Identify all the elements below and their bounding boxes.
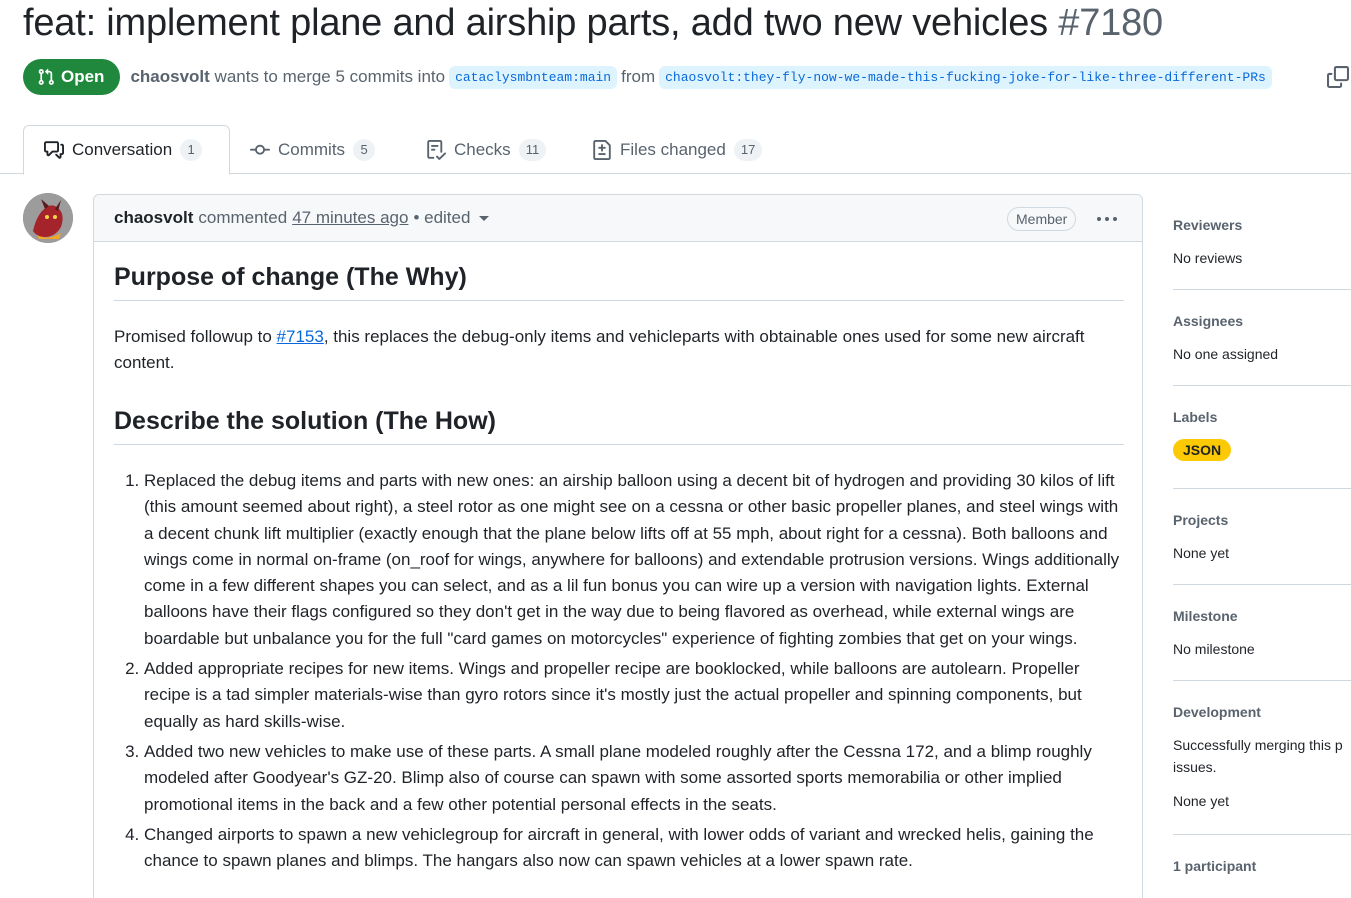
- avatar[interactable]: [23, 193, 73, 243]
- list-item: 4. Changed airports to spawn a new vehiclegroup for aircraft in general, with lower odds of variant and wrecked helis, gaining the chance to spawn planes and blimps. The hangars also now can spawn vehicles at a lower spawn rate.: [144, 822, 1124, 875]
- comment-box: [93, 194, 1143, 898]
- merge-text: wants to merge 5 commits into: [214, 67, 446, 86]
- kebab-menu-icon[interactable]: [1095, 209, 1119, 229]
- issue-link[interactable]: #7153: [276, 327, 324, 346]
- sidebar-divider: [1173, 834, 1351, 835]
- labels-heading[interactable]: Labels: [1173, 409, 1218, 425]
- list-item: 1. Replaced the debug items and parts with new ones: an airship balloon using a decent bit of hydrogen and providing 30 kilos of lift (this amount seemed about right), a steel rotor as one might see on a cessna or other basic propeller planes, and steel wings with a decent chunk lift multiplier (exactly enough that the plane below lifts off at 55 mph, about right for a cessna). Both balloons and wings come in normal on-frame (on_roof for wings, anywhere for balloons) and extendable protrusion versions. Wings additionally come in a few different shapes you can select, and as a lil fun bonus you can wire up a version with navigation lights. External balloons have their flags configured so they don't get in the way due to being flavored as overhead, while external wings are boardable but unbalance you for the full "card games on motorcycles" experience of fighting zombies that get on your wings.: [144, 468, 1124, 652]
- pr-state-row: [23, 59, 1276, 95]
- git-commit-icon: [250, 140, 270, 160]
- dragon-avatar-icon: [23, 193, 73, 243]
- development-value: None yet: [1173, 793, 1230, 809]
- comment-discussion-icon: [44, 140, 64, 160]
- pr-number: #7180: [1058, 2, 1163, 44]
- tab-checks-count: 11: [519, 139, 547, 161]
- purpose-text-before: Promised followup to: [114, 327, 277, 346]
- copy-icon[interactable]: [1327, 66, 1349, 88]
- milestone-value: No milestone: [1173, 641, 1255, 657]
- reviewers-heading[interactable]: Reviewers: [1173, 217, 1243, 233]
- pr-author-link[interactable]: chaosvolt: [130, 67, 210, 86]
- member-badge: Member: [1007, 207, 1076, 231]
- git-pull-request-icon: [37, 68, 55, 86]
- tab-files-changed-label: Files changed: [620, 139, 726, 159]
- tab-checks[interactable]: [426, 125, 546, 174]
- list-item: 3. Added two new vehicles to make use of these parts. A small plane modeled roughly after the Cessna 172, and a blimp roughly modeled after Goodyear's GZ-20. Blimp also of course can spawn with some assorted sports memorabilia or other implied promotional items in the back and a few other potential personal effects in the seats.: [144, 739, 1124, 818]
- assignees-heading[interactable]: Assignees: [1173, 313, 1244, 329]
- checklist-icon: [426, 140, 446, 160]
- list-item: 2. Added appropriate recipes for new items. Wings and propeller recipe are booklocked, while balloons are autolearn. Propeller recipe is a tad simpler materials-wise than gyro rotors since it's mostly just the actual propeller and spinning components, but equally as hard skills-wise.: [144, 656, 1124, 735]
- heading-solution: Describe the solution (The How): [114, 407, 1124, 445]
- comment-header: [94, 195, 1142, 242]
- comment-timestamp[interactable]: 47 minutes ago: [292, 208, 409, 227]
- pr-title: [23, 2, 1163, 45]
- sidebar-labels: [1173, 409, 1351, 461]
- development-text: issues.: [1173, 759, 1217, 775]
- tab-commits-count: 5: [353, 139, 375, 161]
- sidebar-assignees: [1173, 313, 1351, 365]
- sidebar-divider: [1173, 385, 1351, 386]
- comment-edited[interactable]: • edited: [413, 208, 471, 227]
- participants-heading: 1 participant: [1173, 858, 1257, 874]
- pr-state-label: Open: [61, 67, 105, 86]
- tab-conversation[interactable]: [23, 125, 230, 175]
- projects-heading[interactable]: Projects: [1173, 512, 1229, 528]
- tab-commits-label: Commits: [278, 139, 346, 159]
- tab-checks-label: Checks: [454, 139, 511, 159]
- sidebar-development: [1173, 704, 1351, 812]
- base-branch[interactable]: cataclysmbnteam:main: [449, 66, 617, 89]
- pr-title-text: feat: implement plane and airship parts, add two new vehicles: [23, 2, 1048, 44]
- sidebar-participants: [1173, 858, 1351, 888]
- purpose-paragraph: [114, 324, 1124, 376]
- tab-commits[interactable]: [250, 125, 375, 174]
- purpose-text-after: , this replaces the debug-only items and vehicleparts with obtainable ones used for some new aircraft content.: [114, 327, 1085, 372]
- tab-files-changed[interactable]: [592, 125, 762, 174]
- merge-description: [130, 67, 445, 87]
- heading-purpose: Purpose of change (The Why): [114, 263, 1124, 301]
- reviewers-value: No reviews: [1173, 250, 1243, 266]
- milestone-heading[interactable]: Milestone: [1173, 608, 1238, 624]
- tab-files-changed-count: 17: [734, 139, 762, 161]
- comment-author[interactable]: chaosvolt: [114, 208, 194, 227]
- sidebar-milestone: [1173, 608, 1351, 660]
- pr-tabs: [0, 125, 1351, 174]
- from-text: from: [621, 67, 656, 86]
- sidebar-divider: [1173, 680, 1351, 681]
- sidebar-projects: [1173, 512, 1351, 564]
- solution-list: [114, 468, 1124, 878]
- development-heading[interactable]: Development: [1173, 704, 1261, 720]
- chevron-down-icon[interactable]: [479, 216, 489, 221]
- development-text: Successfully merging this p: [1173, 737, 1343, 753]
- sidebar-divider: [1173, 488, 1351, 489]
- label-json[interactable]: JSON: [1173, 439, 1231, 461]
- sidebar: [1173, 200, 1351, 898]
- sidebar-divider: [1173, 584, 1351, 585]
- file-diff-icon: [592, 140, 612, 160]
- head-branch[interactable]: chaosvolt:they-fly-now-we-made-this-fucking-joke-for-like-three-different-PRs: [659, 66, 1272, 89]
- sidebar-divider: [1173, 289, 1351, 290]
- pr-state-badge: [23, 59, 120, 95]
- sidebar-reviewers: [1173, 217, 1351, 269]
- tab-conversation-label: Conversation: [72, 140, 173, 159]
- tab-conversation-count: 1: [180, 139, 202, 161]
- projects-value: None yet: [1173, 545, 1230, 561]
- comment-action: commented: [198, 208, 288, 227]
- assignees-value: No one assigned: [1173, 346, 1279, 362]
